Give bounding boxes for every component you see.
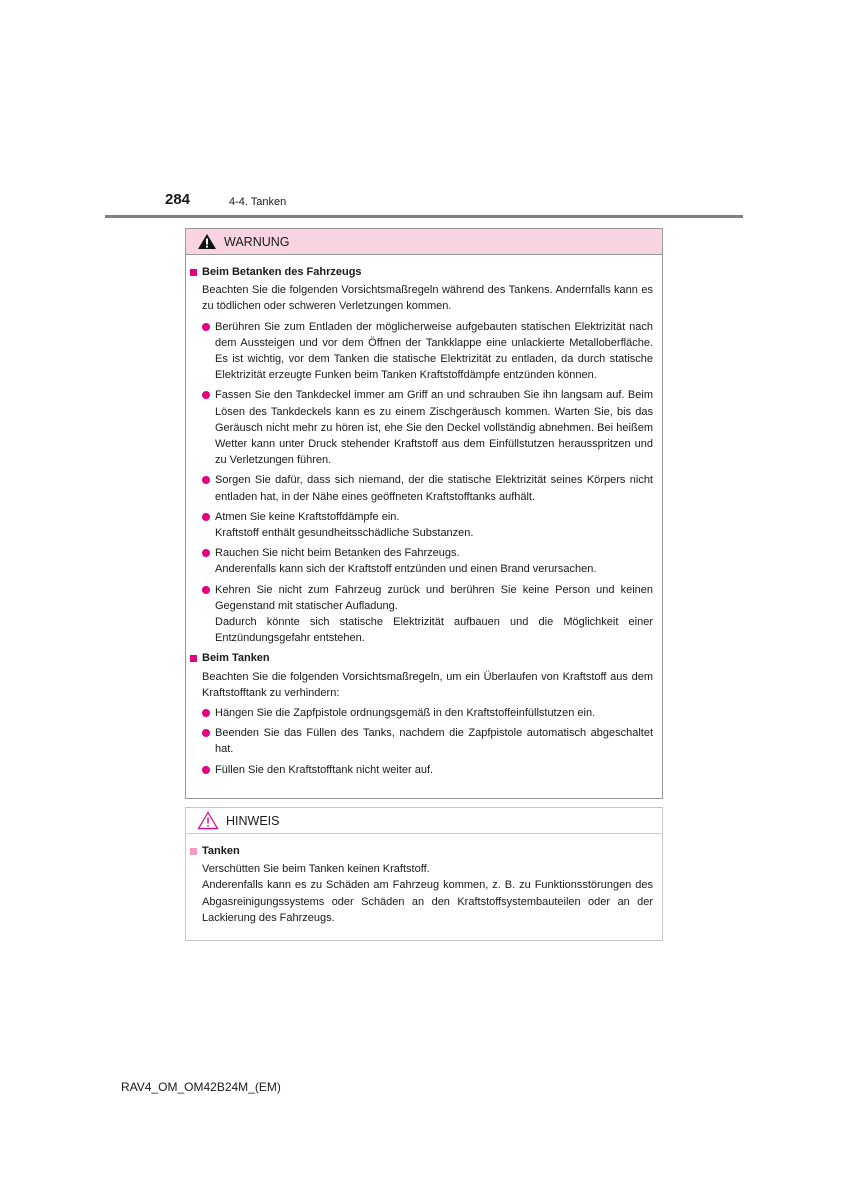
notice-text — [202, 861, 653, 926]
bullet-item — [202, 545, 653, 577]
section-intro: Beachten Sie die folgenden Vorsichtsmaßregeln, um ein Überlaufen von Kraftstoff aus dem Kraftstofftank zu verhindern: — [202, 670, 653, 699]
bullet-text — [215, 582, 653, 647]
section-heading-text: Beim Tanken — [202, 652, 270, 665]
bullet-dot-icon — [202, 323, 210, 331]
bullet-item — [202, 705, 653, 721]
bullet-dot-icon — [202, 513, 210, 521]
section-heading — [190, 264, 653, 280]
bullet-line: Anderenfalls kann sich der Kraftstoff entzünden und einen Brand verursachen. — [215, 563, 597, 576]
bullet-dot-icon — [202, 586, 210, 594]
notice-heading — [190, 843, 653, 859]
bullet-line: Kraftstoff enthält gesundheitsschädliche Substanzen. — [215, 527, 474, 540]
bullet-dot-icon — [202, 766, 210, 774]
bullet-line: Dadurch könnte sich statische Elektrizität aufbauen und die Möglichkeit einer Entzündungsgefahr entstehen. — [215, 616, 653, 645]
footer-code: RAV4_OM_OM42B24M_(EM) — [121, 1080, 281, 1094]
bullet-dot-icon — [202, 709, 210, 717]
section-heading-text: Beim Betanken des Fahrzeugs — [202, 266, 362, 278]
notice-line: Verschütten Sie beim Tanken keinen Kraftstoff. — [202, 863, 430, 876]
bullet-line: Kehren Sie nicht zum Fahrzeug zurück und berühren Sie keine Person und keinen Gegenstand mit statischer Aufladung. — [215, 583, 653, 612]
bullet-item — [202, 387, 653, 468]
bullet-text: Füllen Sie den Kraftstofftank nicht weiter auf. — [215, 763, 434, 776]
header-rule — [105, 215, 743, 218]
bullet-dot-icon — [202, 729, 210, 737]
page-number: 284 — [165, 191, 191, 208]
notice-line: Anderenfalls kann es zu Schäden am Fahrzeug kommen, z. B. zu Funktionsstörungen des Abgasreinigungssystems oder Schäden an den Kraftstoffsystembauteilen oder an der Lackierung des Fahrzeugs. — [202, 879, 653, 924]
bullet-item — [202, 725, 653, 757]
notice-body — [186, 834, 662, 926]
bullet-text: Beenden Sie das Füllen des Tanks, nachdem die Zapfpistole automatisch abgeschaltet hat. — [215, 727, 653, 756]
bullet-item — [202, 762, 653, 778]
notice-header — [186, 808, 662, 834]
bullet-text: Sorgen Sie dafür, dass sich niemand, der die statische Elektrizität seines Körpers nicht entladen hat, in der Nähe eines geöffneten Kraftstofftanks aufhält. — [215, 474, 653, 503]
bullet-text: Berühren Sie zum Entladen der möglicherweise aufgebauten statischen Elektrizität nach dem Aussteigen und vor dem Öffnen der Tankklappe eine unlackierte Metalloberfläche. Es ist wichtig, vor dem Tanken die statische Elektrizität zu entladen, da durch statische Elektrizität erzeugte Funken beim Tanken Kraftstoffdämpfe entzünden können. — [215, 320, 653, 382]
notice-box — [185, 807, 663, 941]
bullet-line: Rauchen Sie nicht beim Betanken des Fahrzeugs. — [215, 547, 460, 560]
bullet-line: Atmen Sie keine Kraftstoffdämpfe ein. — [215, 510, 400, 523]
bullet-item — [202, 319, 653, 384]
warning-triangle-icon — [197, 233, 217, 250]
section-heading — [190, 650, 653, 666]
notice-heading-text: Tanken — [202, 845, 240, 857]
bullet-dot-icon — [202, 476, 210, 484]
square-bullet-icon — [190, 848, 197, 855]
bullet-text: Hängen Sie die Zapfpistole ordnungsgemäß in den Kraftstoffeinfüllstutzen ein. — [215, 707, 596, 720]
warning-box — [185, 228, 663, 799]
bullet-item — [202, 509, 653, 541]
bullet-dot-icon — [202, 549, 210, 557]
notice-title: HINWEIS — [226, 813, 280, 828]
warning-title: WARNUNG — [224, 234, 290, 249]
bullet-text — [215, 509, 653, 541]
bullet-text — [215, 545, 653, 577]
square-bullet-icon — [190, 269, 197, 276]
caution-triangle-icon — [197, 811, 219, 830]
bullet-dot-icon — [202, 391, 210, 399]
section-label: 4-4. Tanken — [229, 196, 287, 208]
warning-body — [186, 255, 662, 778]
warning-header — [186, 229, 662, 255]
bullet-item — [202, 582, 653, 647]
square-bullet-icon — [190, 655, 197, 662]
section-intro: Beachten Sie die folgenden Vorsichtsmaßregeln während des Tankens. Andernfalls kann es zu tödlichen oder schweren Verletzungen kommen. — [202, 284, 653, 313]
bullet-text: Fassen Sie den Tankdeckel immer am Griff an und schrauben Sie ihn langsam auf. Beim Lösen des Tankdeckels kann es zu einem Zischgeräusch kommen. Warten Sie, bis das Geräusch nicht mehr zu hören ist, ehe Sie den Deckel vollständig abnehmen. Bei heißem Wetter kann unter Druck stehender Kraftstoff aus dem Einfüllstutzen herausspritzen und zu Verletzungen führen. — [215, 389, 653, 467]
bullet-item — [202, 472, 653, 504]
